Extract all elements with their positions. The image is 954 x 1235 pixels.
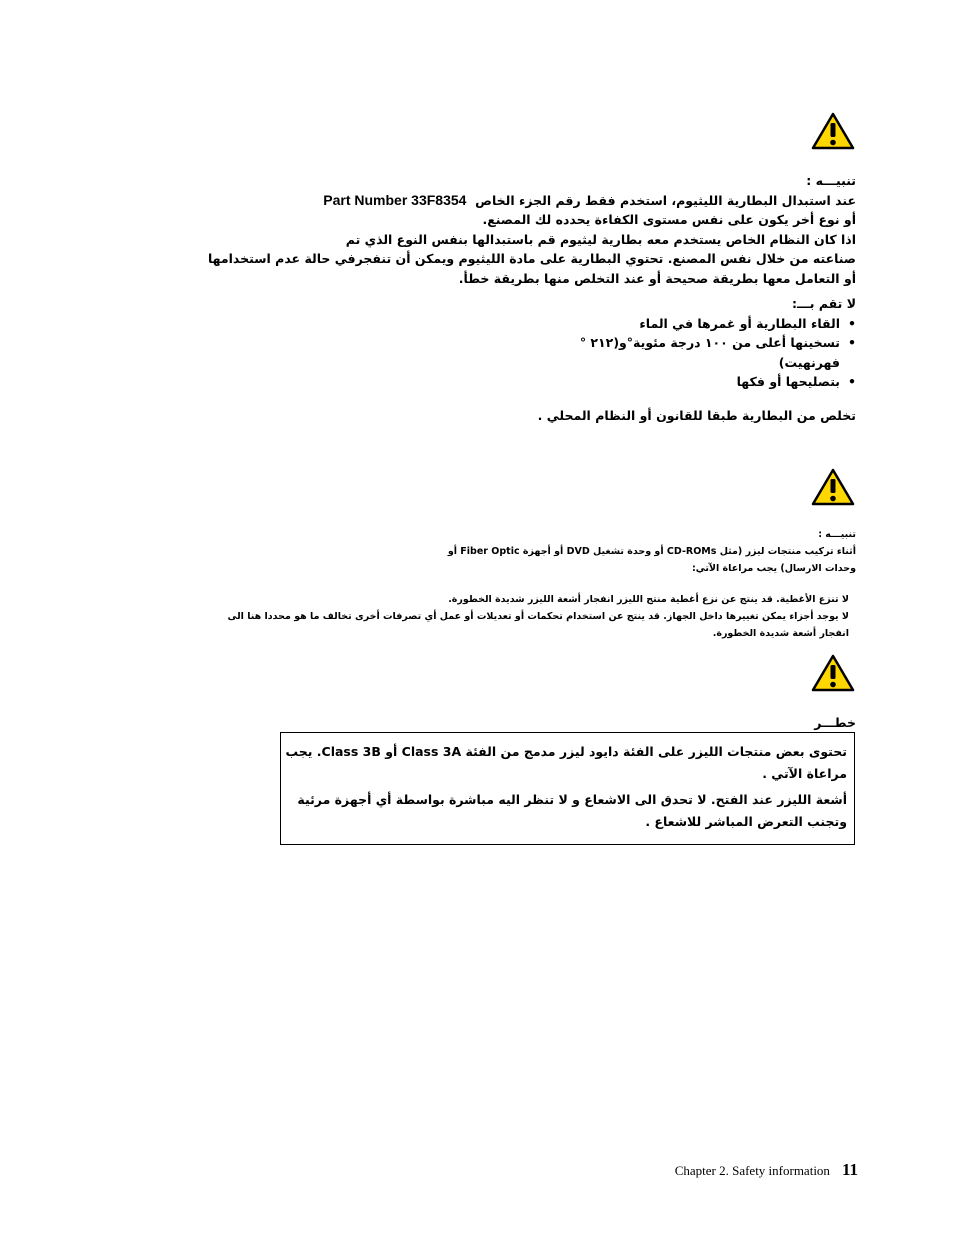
- page-footer: [675, 1160, 858, 1180]
- battery-line-1: عند استبدال البطارية الليثيوم، استخدم فقط رقم الجزء الخاص Part Number 33F8354: [323, 191, 856, 208]
- battery-line-3: اذا كان النظام الخاص يستخدم معه بطارية ليثيوم قم باستبدالها بنفس النوع الذي تم: [345, 231, 856, 247]
- page-number: 11: [841, 1160, 858, 1179]
- danger-line-1: تحتوى بعض منتجات الليزر على الفئة دايود ليزر مدمج من الفئة Class 3A أو Class 3B. يجب: [285, 744, 847, 759]
- danger-heading: خطـــر: [814, 715, 856, 730]
- danger-box-content: [285, 741, 847, 833]
- danger-line-4: وتجنب التعرض المباشر للاشعاع .: [645, 814, 847, 829]
- danger-line-3: أشعة الليزر عند الفتح. لا تحدق الى الاشعاع و لا تنظر اليه مباشرة بواسطة أي أجهزة مرئية: [297, 792, 847, 807]
- laser-line-5: انفجار أشعة شديدة الخطورة.: [712, 628, 849, 639]
- warning-triangle-icon: [811, 112, 855, 150]
- danger-box: [280, 732, 855, 845]
- dont-heading: لا تقم بـــ:: [791, 296, 856, 311]
- warning-triangle-icon: [811, 654, 855, 692]
- battery-line-5: أو التعامل معها بطريقة صحيحة أو عند التخلص منها بطريقة خطأ.: [458, 270, 856, 286]
- laser-line-2: وحدات الارسال) يجب مراعاة الآتي:: [691, 563, 856, 574]
- bullet-item: • القاء البطارية أو غمرها في الماء: [208, 314, 856, 334]
- battery-caution-heading: تنبيـــه :: [806, 173, 856, 188]
- danger-block: [814, 713, 856, 733]
- bullet-item-continuation: فهرنهيت): [778, 354, 840, 370]
- laser-caution: [227, 526, 856, 642]
- laser-line-4: لا يوجد أجزاء يمكن تغييرها داخل الجهاز. قد ينتج عن استخدام تحكمات أو تعديلات أو عمل أي تصرفات أخرى تخالف ما هو محددا هنا الى: [227, 611, 849, 622]
- dispose-line: تخلص من البطارية طبقا للقانون أو النظام المحلي .: [537, 407, 856, 423]
- battery-line-2: أو نوع أخر يكون على نفس مستوى الكفاءة يحدده لك المصنع.: [482, 212, 856, 227]
- laser-caution-heading: تنبيـــه :: [818, 529, 856, 540]
- laser-line-1: أثناء تركيب منتجات ليزر (مثل CD-ROMs أو وحدة تشغيل DVD أو أجهزة Fiber Optic أو: [447, 546, 856, 557]
- chapter-title: Chapter 2. Safety information: [674, 1163, 830, 1178]
- battery-line-4: صناعته من خلال نفس المصنع. تحتوي البطارية على مادة الليثيوم ويمكن أن تنفجرفي حالة عدم استخدامها: [207, 251, 856, 266]
- part-number: Part Number 33F8354: [323, 191, 467, 208]
- bullet-item: • تسخينها أعلى من ١٠٠ درجة مئوية°و(٢١٢ °: [208, 333, 856, 353]
- bullet-item: • بتصليحها أو فكها: [208, 372, 856, 392]
- warning-triangle-icon: [811, 468, 855, 506]
- laser-line-3: لا تنزع الأغطية. قد ينتج عن نزع أغطية منتج الليزر انفجار أشعة الليزر شديدة الخطورة.: [448, 594, 849, 605]
- battery-caution: [208, 171, 856, 425]
- danger-line-2: مراعاة الآتي .: [762, 766, 847, 781]
